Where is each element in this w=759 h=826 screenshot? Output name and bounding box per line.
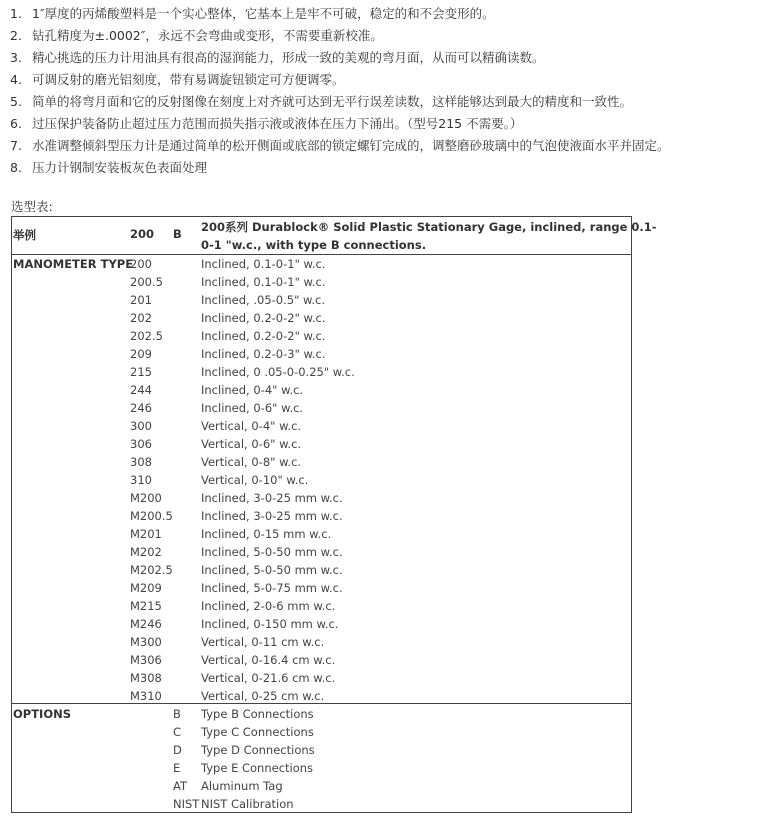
option-description: Type B Connections bbox=[201, 707, 314, 721]
manometer-description: Inclined, 0.1-0-1" w.c. bbox=[201, 275, 326, 289]
option-code: D bbox=[173, 743, 182, 757]
feature-text: 过压保护装备防止超过压力范围而损失指示液或液体在压力下涌出。（型号215 不需要。） bbox=[32, 116, 523, 131]
manometer-description: Inclined, 5-0-50 mm w.c. bbox=[201, 545, 343, 559]
manometer-model: M215 bbox=[130, 599, 162, 613]
feature-item bbox=[10, 113, 670, 135]
manometer-model: 215 bbox=[130, 365, 152, 379]
feature-number: 4. bbox=[10, 72, 22, 87]
manometer-model: M308 bbox=[130, 671, 162, 685]
manometer-model: M201 bbox=[130, 527, 162, 541]
feature-item bbox=[10, 135, 670, 157]
manometer-model: M202.5 bbox=[130, 563, 173, 577]
manometer-description: Inclined, 5-0-50 mm w.c. bbox=[201, 563, 343, 577]
manometer-description: Inclined, 0.2-0-2" w.c. bbox=[201, 311, 326, 325]
manometer-description: Inclined, 0 .05-0-0.25" w.c. bbox=[201, 365, 355, 379]
manometer-model: M200.5 bbox=[130, 509, 173, 523]
manometer-description: Inclined, 0.2-0-2" w.c. bbox=[201, 329, 326, 343]
feature-number: 5. bbox=[10, 94, 22, 109]
option-description: Aluminum Tag bbox=[201, 779, 283, 793]
manometer-model: 202 bbox=[130, 311, 152, 325]
option-code: E bbox=[173, 761, 181, 775]
feature-number: 7. bbox=[10, 138, 22, 153]
feature-number: 8. bbox=[10, 160, 22, 175]
manometer-model: 202.5 bbox=[130, 329, 163, 343]
option-code: C bbox=[173, 725, 182, 739]
manometer-description: Vertical, 0-11 cm w.c. bbox=[201, 635, 325, 649]
option-code: NIST bbox=[173, 797, 200, 811]
manometer-model: M202 bbox=[130, 545, 162, 559]
manometer-model: 201 bbox=[130, 293, 152, 307]
manometer-description: Inclined, 0-6" w.c. bbox=[201, 401, 304, 415]
option-description: Type E Connections bbox=[201, 761, 314, 775]
header-option: B bbox=[173, 227, 182, 241]
manometer-model: M306 bbox=[130, 653, 162, 667]
manometer-description: Inclined, 0-15 mm w.c. bbox=[201, 527, 332, 541]
manometer-model: M209 bbox=[130, 581, 162, 595]
manometer-model: 200.5 bbox=[130, 275, 163, 289]
manometer-description: Inclined, 0-4" w.c. bbox=[201, 383, 304, 397]
option-description: Type D Connections bbox=[201, 743, 315, 757]
header-model: 200 bbox=[130, 227, 155, 241]
feature-text: 精心挑选的压力计用油具有很高的湿润能力，形成一致的美观的弯月面，从而可以精确读数。 bbox=[32, 50, 545, 65]
header-example: 举例 bbox=[13, 228, 36, 242]
manometer-description: Inclined, 5-0-75 mm w.c. bbox=[201, 581, 343, 595]
manometer-description: Inclined, 0-150 mm w.c. bbox=[201, 617, 339, 631]
feature-item bbox=[10, 47, 670, 69]
manometer-model: 246 bbox=[130, 401, 152, 415]
feature-item bbox=[10, 3, 670, 25]
feature-item bbox=[10, 69, 670, 91]
feature-text: 1″厚度的丙烯酸塑料是一个实心整体，它基本上是牢不可破，稳定的和不会变形的。 bbox=[32, 6, 495, 21]
manometer-description: Inclined, .05-0.5" w.c. bbox=[201, 293, 326, 307]
feature-text: 钻孔精度为±.0002″，永远不会弯曲或变形，不需要重新校准。 bbox=[32, 28, 383, 43]
manometer-description: Vertical, 0-16.4 cm w.c. bbox=[201, 653, 336, 667]
feature-list bbox=[10, 3, 670, 179]
manometer-model: 310 bbox=[130, 473, 152, 487]
feature-item bbox=[10, 91, 670, 113]
option-code: B bbox=[173, 707, 181, 721]
manometer-description: Inclined, 0.2-0-3" w.c. bbox=[201, 347, 326, 361]
manometer-model: 308 bbox=[130, 455, 152, 469]
header-description bbox=[201, 218, 657, 254]
manometer-model: 300 bbox=[130, 419, 152, 433]
manometer-type-label: MANOMETER TYPE bbox=[13, 257, 134, 271]
options-divider bbox=[12, 703, 631, 704]
manometer-description: Inclined, 0.1-0-1" w.c. bbox=[201, 257, 326, 271]
options-label: OPTIONS bbox=[13, 707, 72, 721]
feature-text: 简单的将弯月面和它的反射图像在刻度上对齐就可达到无平行误差读数，这样能够达到最大的精度和一致性。 bbox=[32, 94, 633, 109]
feature-item bbox=[10, 157, 670, 179]
feature-item bbox=[10, 25, 670, 47]
manometer-description: Inclined, 3-0-25 mm w.c. bbox=[201, 509, 343, 523]
manometer-model: 200 bbox=[130, 257, 152, 271]
option-description: NIST Calibration bbox=[201, 797, 294, 811]
option-description: Type C Connections bbox=[201, 725, 314, 739]
manometer-model: M200 bbox=[130, 491, 162, 505]
manometer-description: Vertical, 0-10" w.c. bbox=[201, 473, 309, 487]
header-description-line2: 0-1 "w.c., with type B connections. bbox=[201, 238, 427, 252]
option-code: AT bbox=[173, 779, 187, 793]
manometer-description: Inclined, 3-0-25 mm w.c. bbox=[201, 491, 343, 505]
manometer-description: Vertical, 0-25 cm w.c. bbox=[201, 689, 325, 703]
selection-table bbox=[11, 216, 657, 813]
selection-table-label: 选型表: bbox=[11, 199, 53, 214]
manometer-model: 306 bbox=[130, 437, 152, 451]
manometer-model: 244 bbox=[130, 383, 152, 397]
feature-number: 6. bbox=[10, 116, 22, 131]
manometer-description: Vertical, 0-6" w.c. bbox=[201, 437, 302, 451]
header-description-line1: 200系列 Durablock® Solid Plastic Stationary Gage, inclined, range 0.1- bbox=[201, 220, 657, 234]
manometer-model: M310 bbox=[130, 689, 162, 703]
manometer-description: Vertical, 0-4" w.c. bbox=[201, 419, 302, 433]
feature-text: 水准调整倾斜型压力计是通过简单的松开侧面或底部的锁定螺钉完成的，调整磨砂玻璃中的气泡使液面水平并固定。 bbox=[32, 138, 670, 153]
feature-text: 压力计钢制安装板灰色表面处理 bbox=[32, 160, 208, 175]
manometer-model: M246 bbox=[130, 617, 162, 631]
feature-number: 3. bbox=[10, 50, 22, 65]
feature-number: 1. bbox=[10, 6, 22, 21]
manometer-description: Vertical, 0-21.6 cm w.c. bbox=[201, 671, 336, 685]
feature-number: 2. bbox=[10, 28, 22, 43]
manometer-description: Vertical, 0-8" w.c. bbox=[201, 455, 302, 469]
feature-text: 可调反射的磨光铝刻度，带有易调旋钮锁定可方便调零。 bbox=[32, 72, 345, 87]
manometer-description: Inclined, 2-0-6 mm w.c. bbox=[201, 599, 336, 613]
manometer-model: M300 bbox=[130, 635, 162, 649]
manometer-model: 209 bbox=[130, 347, 152, 361]
